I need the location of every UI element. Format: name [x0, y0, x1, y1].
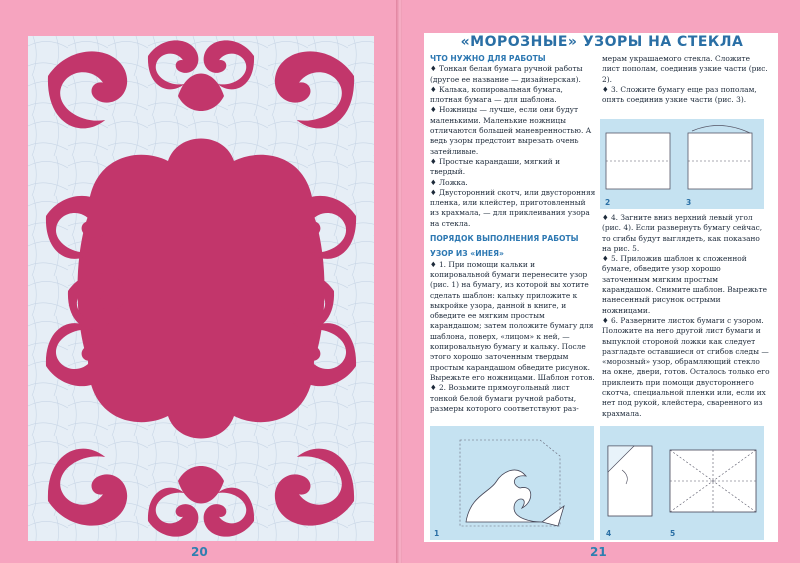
figure-label-4: 4	[606, 529, 612, 538]
heading-order: ПОРЯДОК ВЫПОЛНЕНИЯ РАБОТЫ	[430, 234, 579, 244]
figure-label-2: 2	[605, 198, 611, 207]
text-column-2-top	[602, 54, 770, 105]
material-item: ♦ Тонкая белая бумага ручной работы (другое ее название — дизайнерская).	[430, 64, 583, 84]
step-item: ♦ 5. Приложив шаблон к сложенной бумаге, обведите узор хорошо заточенным мягким простым карандашом. Снимите шаблон. Вырежьте нанесенный рисунок острыми ножницами.	[602, 254, 768, 315]
step-item: ♦ 1. При помощи кальки и копировальной бумаги перенесите узор (рис. 1) на бумагу, из которой вы хотите сделать шаблон: кальку приложите к выкройке узора, данной в книге, и обведите ее мягким простым карандашом; затем положите бумагу для шаблона, поверх, «лицом» к ней, — копировальную бумагу и кальку. После этого хорошо заточенным твердым простым карандашом обведите рисунок. Вырежьте его ножницами. Шаблон готов.	[430, 259, 595, 382]
step-item: ♦ 6. Разверните листок бумаги с узором. Положите на него другой лист бумаги и выпуклой стороной ложки как следует разгладьте оставшиеся от сгибов следы — «морозный» узор, обрамляющий стекло на окне, двери, готов. Осталось только его приклеить при помощи двустороннего скотча, специальной пленки или, если их нет под рукой, клейстера, сваренного из крахмала.	[602, 315, 770, 418]
figure-1	[430, 426, 594, 540]
heading-pattern: УЗОР ИЗ «ИНЕЯ»	[430, 249, 504, 259]
figure-label-1: 1	[434, 529, 440, 538]
figure-2-3	[600, 119, 764, 209]
material-item: ♦ Ножницы — лучше, если они будут маленькими. Маленькие ножницы отличаются большей маневренностью. А ведь узоры предстоит вырезать очень затейливые.	[430, 105, 592, 156]
page-number-right: 21	[590, 545, 607, 559]
figure-label-5: 5	[670, 529, 676, 538]
step-item: ♦ 2. Возьмите прямоугольный лист тонкой белой бумаги ручной работы, размеры которого соответствуют раз-	[430, 383, 579, 413]
page-number-left: 20	[191, 545, 208, 559]
frost-pattern-photo	[28, 36, 374, 541]
material-item: ♦ Калька, копировальная бумага, плотная бумага — для шаблона.	[430, 84, 563, 105]
step-item: ♦ 4. Загните вниз верхний левый угол (рис. 4). Если развернуть бумагу сейчас, то сгибы будут выглядеть, как показано на рис. 5.	[602, 213, 763, 253]
text-column-1	[430, 54, 596, 414]
material-item: ♦ Двусторонний скотч, или двусторонняя пленка, или клейстер, приготовленный из крахмала, — для приклеивания узора на стекла.	[430, 187, 596, 228]
step-continuation: мерам украшаемого стекла. Сложите лист пополам, соединив узкие части (рис. 2).	[602, 54, 768, 84]
figure-4-5	[600, 426, 764, 540]
figure-label-3: 3	[686, 198, 692, 207]
material-item: ♦ Ложка.	[430, 177, 468, 187]
text-column-2-bottom	[602, 213, 770, 419]
heading-materials: ЧТО НУЖНО ДЛЯ РАБОТЫ	[430, 54, 546, 63]
left-page	[0, 0, 398, 563]
page-title: «МОРОЗНЫЕ» УЗОРЫ НА СТЕКЛА	[460, 34, 744, 50]
material-item: ♦ Простые карандаши, мягкий и твердый.	[430, 156, 561, 177]
step-item: ♦ 3. Сложите бумагу еще раз пополам, опять соединив узкие части (рис. 3).	[602, 84, 757, 105]
